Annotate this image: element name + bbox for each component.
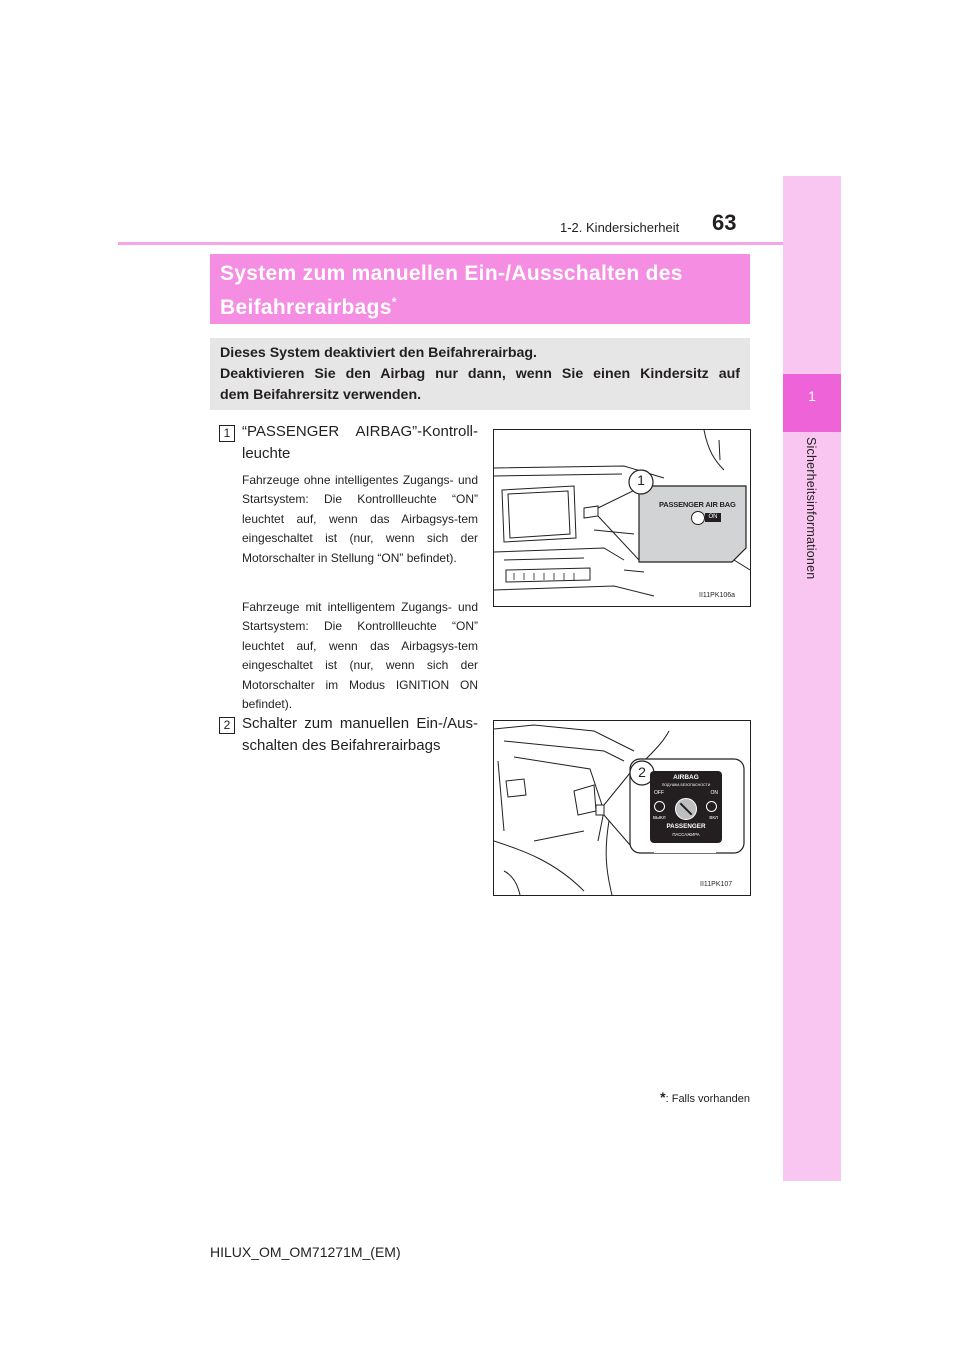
section-title-box <box>210 254 750 324</box>
switch-title: AIRBAG <box>673 774 699 781</box>
section-title-word: Beifahrerairbags <box>220 296 392 319</box>
figure-airbag-switch <box>493 720 751 896</box>
item-1-paragraph-2: Fahrzeuge mit intelligentem Zugangs- und Startsystem: Die Kontrollleuchte “ON” leuchtet auf, wenn das Airbagsys-tem eingeschaltet ist (nur, wenn sich der Motorschalter im Modus IGNITION ON befindet). <box>242 600 478 712</box>
airbag-switch-panel <box>650 771 722 843</box>
switch-passenger-label-ru: ПАССАЖИРА <box>672 832 700 837</box>
page-number: 63 <box>712 210 737 235</box>
switch-on-label: ON <box>710 790 718 796</box>
airbag-off-icon <box>654 801 665 812</box>
header-divider <box>118 242 783 245</box>
airbag-on-icon <box>706 801 717 812</box>
figure-1-code: II11PK106a <box>699 592 736 599</box>
chapter-number: 1 <box>808 388 816 404</box>
item-1-heading-line1: “PASSENGER AIRBAG”-Kontroll- <box>242 423 478 440</box>
figure-dashboard-indicator <box>493 429 751 607</box>
asterisk-mark: * <box>391 295 397 309</box>
switch-passenger-label: PASSENGER <box>666 823 706 830</box>
key-slot-icon <box>680 803 693 816</box>
intro-line-3: dem Beifahrersitz verwenden. <box>220 387 422 403</box>
chapter-sidebar <box>783 176 841 1181</box>
intro-box <box>210 338 750 410</box>
switch-on-label-ru: ВКЛ <box>709 815 718 820</box>
indicator-label: PASSENGER AIR BAG <box>659 500 736 509</box>
item-number-2: 2 <box>219 717 235 734</box>
section-title-line1: System zum manuellen Ein-/Ausschalten des <box>220 262 683 285</box>
section-title-line2 <box>220 288 740 322</box>
switch-keyhole-knob[interactable] <box>675 798 697 820</box>
figure-2-code: II11PK107 <box>700 881 733 888</box>
item-1-paragraph-1: Fahrzeuge ohne intelligentes Zugangs- und Startsystem: Die Kontrollleuchte “ON” leuchtet auf, wenn das Airbagsys-tem eingeschaltet ist (nur, wenn sich der Motorschalter in Stellung “ON” befindet). <box>242 473 478 565</box>
airbag-off-icon <box>691 511 705 525</box>
footnote-mark: * <box>660 1089 666 1105</box>
item-number-1: 1 <box>219 425 235 442</box>
item-2-heading-line1: Schalter zum manuellen Ein-/Aus- <box>242 715 478 732</box>
item-2-heading-line2: schalten des Beifahrerairbags <box>242 737 441 754</box>
document-id: HILUX_OM_OM71271M_(EM) <box>210 1244 401 1260</box>
chapter-title: Sicherheitsinformationen <box>804 437 818 580</box>
section-label: 1-2. Kindersicherheit <box>560 220 680 235</box>
footnote-text: : Falls vorhanden <box>665 1093 750 1105</box>
intro-line-2: Deaktivieren Sie den Airbag nur dann, wenn Sie einen Kindersitz auf <box>220 366 740 382</box>
switch-off-label-ru: ВЫКЛ <box>653 815 666 820</box>
intro-line-1: Dieses System deaktiviert den Beifahrerairbag. <box>220 345 537 361</box>
switch-subtitle: ПОДУШКА БЕЗОПАСНОСТИ <box>661 783 711 787</box>
indicator-on-lamp: ON <box>705 513 721 522</box>
item-1-heading-line2: leuchte <box>242 445 291 462</box>
switch-off-label: OFF <box>654 790 664 796</box>
figure-1-callout: 1 <box>637 472 645 488</box>
footnote <box>610 1089 750 1105</box>
figure-2-callout: 2 <box>638 764 646 780</box>
